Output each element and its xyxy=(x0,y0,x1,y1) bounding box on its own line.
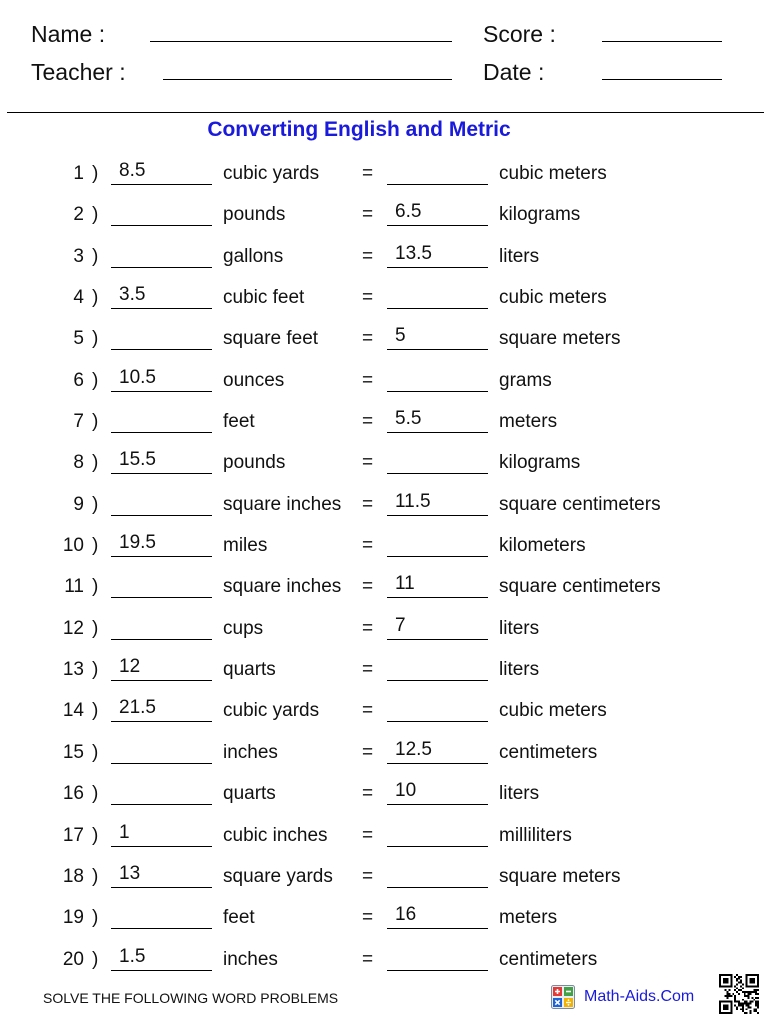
right-answer-blank[interactable] xyxy=(387,658,488,681)
teacher-label: Teacher : xyxy=(31,59,126,85)
left-value: 8.5 xyxy=(119,160,146,181)
problem-row xyxy=(0,196,768,237)
problem-paren: ) xyxy=(92,411,99,433)
right-value: 11.5 xyxy=(395,490,431,512)
left-unit: cubic yards xyxy=(223,700,320,722)
right-answer-blank[interactable] xyxy=(387,203,488,226)
date-field[interactable] xyxy=(602,79,722,80)
problem-row xyxy=(0,941,768,982)
problem-row xyxy=(0,238,768,279)
left-answer-blank[interactable] xyxy=(111,366,212,392)
name-field[interactable] xyxy=(150,41,452,42)
problem-number: 11 xyxy=(64,576,84,598)
left-unit: ounces xyxy=(223,369,285,391)
problem-row xyxy=(0,362,768,403)
left-answer-blank[interactable] xyxy=(111,575,212,598)
right-answer-blank[interactable] xyxy=(387,782,488,805)
worksheet-title: Converting English and Metric xyxy=(207,118,511,141)
left-unit: inches xyxy=(223,948,278,970)
problem-number: 13 xyxy=(62,659,84,681)
equals-sign: = xyxy=(362,452,374,474)
left-value: 10.5 xyxy=(119,366,156,388)
left-answer-blank[interactable] xyxy=(111,286,212,309)
problem-row xyxy=(0,610,768,651)
left-answer-blank[interactable] xyxy=(111,699,212,722)
equals-sign: = xyxy=(362,245,374,267)
score-field[interactable] xyxy=(602,41,722,42)
right-unit: cubic meters xyxy=(499,287,607,309)
left-unit: quarts xyxy=(223,659,276,681)
left-answer-blank[interactable] xyxy=(111,741,212,764)
equals-sign: = xyxy=(362,576,374,598)
problem-paren: ) xyxy=(92,493,99,515)
problem-row xyxy=(0,692,768,733)
left-answer-blank[interactable] xyxy=(111,203,212,226)
left-answer-blank[interactable] xyxy=(111,821,212,847)
header-divider xyxy=(7,112,764,113)
equals-sign: = xyxy=(362,948,374,970)
problem-row xyxy=(0,775,768,816)
problem-number: 5 xyxy=(73,328,84,350)
left-answer-blank[interactable] xyxy=(111,617,212,640)
problem-number: 14 xyxy=(62,700,84,722)
score-label: Score : xyxy=(483,21,556,47)
equals-sign: = xyxy=(362,163,374,184)
left-unit: cubic inches xyxy=(223,824,328,846)
right-value: 12.5 xyxy=(395,738,432,760)
right-answer-blank[interactable] xyxy=(387,738,488,764)
left-value: 19.5 xyxy=(119,532,156,554)
problem-paren: ) xyxy=(92,700,99,722)
right-unit: centimeters xyxy=(499,948,598,970)
problem-paren: ) xyxy=(92,452,99,474)
problem-number: 8 xyxy=(73,452,84,474)
right-unit: liters xyxy=(499,617,540,639)
left-unit: square feet xyxy=(223,328,319,350)
problem-paren: ) xyxy=(92,163,99,184)
equals-sign: = xyxy=(362,493,374,515)
problem-number: 18 xyxy=(62,865,84,887)
right-answer-blank[interactable] xyxy=(387,410,488,433)
qr-code-icon xyxy=(719,974,759,1019)
problem-number: 7 xyxy=(73,411,84,433)
left-answer-blank[interactable] xyxy=(111,451,212,474)
right-unit: square centimeters xyxy=(499,493,661,515)
right-value: 5.5 xyxy=(395,408,422,430)
problem-row xyxy=(0,817,768,858)
left-value: 15.5 xyxy=(119,449,156,471)
right-answer-blank[interactable] xyxy=(387,948,488,971)
problem-number: 10 xyxy=(62,535,84,557)
equals-sign: = xyxy=(362,287,374,309)
right-unit: kilometers xyxy=(499,535,586,557)
left-unit: feet xyxy=(223,907,255,929)
right-answer-blank[interactable] xyxy=(387,286,488,309)
left-value: 1.5 xyxy=(119,945,146,967)
problem-row xyxy=(0,444,768,485)
problem-paren: ) xyxy=(92,576,99,598)
name-label: Name : xyxy=(31,21,106,47)
equals-sign: = xyxy=(362,535,374,557)
right-answer-blank[interactable] xyxy=(387,575,488,598)
teacher-field[interactable] xyxy=(163,79,452,80)
problem-paren: ) xyxy=(92,369,99,391)
problem-number: 19 xyxy=(62,907,84,929)
left-answer-blank[interactable] xyxy=(111,245,212,268)
date-label: Date : xyxy=(483,59,545,85)
brand-link[interactable]: Math-Aids.Com xyxy=(584,988,695,1005)
problem-number: 1 xyxy=(73,163,84,184)
left-answer-blank[interactable] xyxy=(111,945,212,971)
right-unit: meters xyxy=(499,411,558,433)
problem-row xyxy=(0,155,768,196)
equals-sign: = xyxy=(362,824,374,846)
left-unit: cups xyxy=(223,617,264,639)
left-unit: pounds xyxy=(223,204,286,226)
right-answer-blank[interactable] xyxy=(387,824,488,847)
right-answer-blank[interactable] xyxy=(387,242,488,268)
left-unit: feet xyxy=(223,411,255,433)
right-unit: cubic meters xyxy=(499,700,607,722)
right-answer-blank[interactable] xyxy=(387,327,488,350)
calculator-logo-icon xyxy=(551,985,575,1014)
problem-paren: ) xyxy=(92,287,99,309)
right-answer-blank[interactable] xyxy=(387,906,488,929)
right-unit: kilograms xyxy=(499,452,581,474)
right-answer-blank[interactable] xyxy=(387,614,488,640)
left-unit: square yards xyxy=(223,865,333,887)
left-unit: quarts xyxy=(223,783,276,805)
problem-row xyxy=(0,403,768,444)
left-unit: square inches xyxy=(223,576,342,598)
right-answer-blank[interactable] xyxy=(387,369,488,392)
left-answer-blank[interactable] xyxy=(111,534,212,557)
problem-row xyxy=(0,651,768,692)
left-value: 13 xyxy=(119,862,141,884)
problem-row xyxy=(0,734,768,775)
right-unit: square centimeters xyxy=(499,576,661,598)
right-value: 7 xyxy=(395,614,406,636)
problem-number: 2 xyxy=(73,204,84,226)
right-unit: centimeters xyxy=(499,741,598,763)
problem-number: 12 xyxy=(62,617,84,639)
problem-number: 3 xyxy=(73,245,84,267)
left-answer-blank[interactable] xyxy=(111,410,212,433)
left-value: 21.5 xyxy=(119,697,156,719)
left-answer-blank[interactable] xyxy=(111,327,212,350)
problem-number: 6 xyxy=(73,369,84,391)
problem-row xyxy=(0,527,768,568)
problem-paren: ) xyxy=(92,824,99,846)
problem-paren: ) xyxy=(92,204,99,226)
problem-row xyxy=(0,320,768,361)
problem-paren: ) xyxy=(92,865,99,887)
left-value: 1 xyxy=(119,821,130,843)
problem-paren: ) xyxy=(92,783,99,805)
right-unit: kilograms xyxy=(499,204,581,226)
equals-sign: = xyxy=(362,741,374,763)
left-answer-blank[interactable] xyxy=(111,782,212,805)
problem-row xyxy=(0,899,768,940)
problem-row xyxy=(0,858,768,899)
problem-paren: ) xyxy=(92,328,99,350)
equals-sign: = xyxy=(362,328,374,350)
right-answer-blank[interactable] xyxy=(387,865,488,888)
problem-paren: ) xyxy=(92,659,99,681)
equals-sign: = xyxy=(362,865,374,887)
equals-sign: = xyxy=(362,700,374,722)
problem-paren: ) xyxy=(92,907,99,929)
left-unit: cubic feet xyxy=(223,287,305,309)
left-answer-blank[interactable] xyxy=(111,658,212,681)
equals-sign: = xyxy=(362,783,374,805)
left-value: 3.5 xyxy=(119,284,146,306)
left-answer-blank[interactable] xyxy=(111,162,212,185)
footer-instruction: SOLVE THE FOLLOWING WORD PROBLEMS xyxy=(43,990,339,1006)
right-unit: meters xyxy=(499,907,558,929)
problem-paren: ) xyxy=(92,535,99,557)
equals-sign: = xyxy=(362,907,374,929)
problem-number: 16 xyxy=(62,783,84,805)
problem-number: 17 xyxy=(62,824,84,846)
right-unit: square meters xyxy=(499,865,621,887)
left-unit: pounds xyxy=(223,452,286,474)
right-unit: square meters xyxy=(499,328,621,350)
right-value: 13.5 xyxy=(395,242,432,264)
right-unit: grams xyxy=(499,369,552,391)
problem-number: 15 xyxy=(62,741,84,763)
right-answer-blank[interactable] xyxy=(387,451,488,474)
right-value: 5 xyxy=(395,325,406,347)
right-answer-blank[interactable] xyxy=(387,162,488,185)
problem-list xyxy=(0,155,768,982)
right-unit: liters xyxy=(499,783,540,805)
equals-sign: = xyxy=(362,659,374,681)
left-value: 12 xyxy=(119,656,141,678)
equals-sign: = xyxy=(362,204,374,226)
problem-paren: ) xyxy=(92,245,99,267)
problem-number: 4 xyxy=(73,287,84,309)
left-answer-blank[interactable] xyxy=(111,862,212,888)
problem-row xyxy=(0,568,768,609)
right-unit: milliliters xyxy=(499,824,572,846)
right-value: 10 xyxy=(395,780,417,802)
equals-sign: = xyxy=(362,617,374,639)
problem-number: 20 xyxy=(62,948,84,970)
right-value: 16 xyxy=(395,904,417,926)
right-answer-blank[interactable] xyxy=(387,490,488,516)
problem-row xyxy=(0,279,768,320)
right-answer-blank[interactable] xyxy=(387,534,488,557)
right-value: 11 xyxy=(395,573,415,595)
left-unit: inches xyxy=(223,741,278,763)
right-value: 6.5 xyxy=(395,201,422,223)
equals-sign: = xyxy=(362,369,374,391)
problem-row xyxy=(0,486,768,527)
problem-paren: ) xyxy=(92,948,99,970)
left-unit: miles xyxy=(223,535,268,557)
left-unit: gallons xyxy=(223,245,284,267)
problem-paren: ) xyxy=(92,617,99,639)
left-unit: square inches xyxy=(223,493,342,515)
left-answer-blank[interactable] xyxy=(111,906,212,929)
right-answer-blank[interactable] xyxy=(387,699,488,722)
right-unit: liters xyxy=(499,659,540,681)
problem-paren: ) xyxy=(92,741,99,763)
right-unit: liters xyxy=(499,245,540,267)
left-answer-blank[interactable] xyxy=(111,493,212,516)
equals-sign: = xyxy=(362,411,374,433)
left-unit: cubic yards xyxy=(223,163,320,184)
right-unit: cubic meters xyxy=(499,163,607,184)
problem-number: 9 xyxy=(73,493,84,515)
